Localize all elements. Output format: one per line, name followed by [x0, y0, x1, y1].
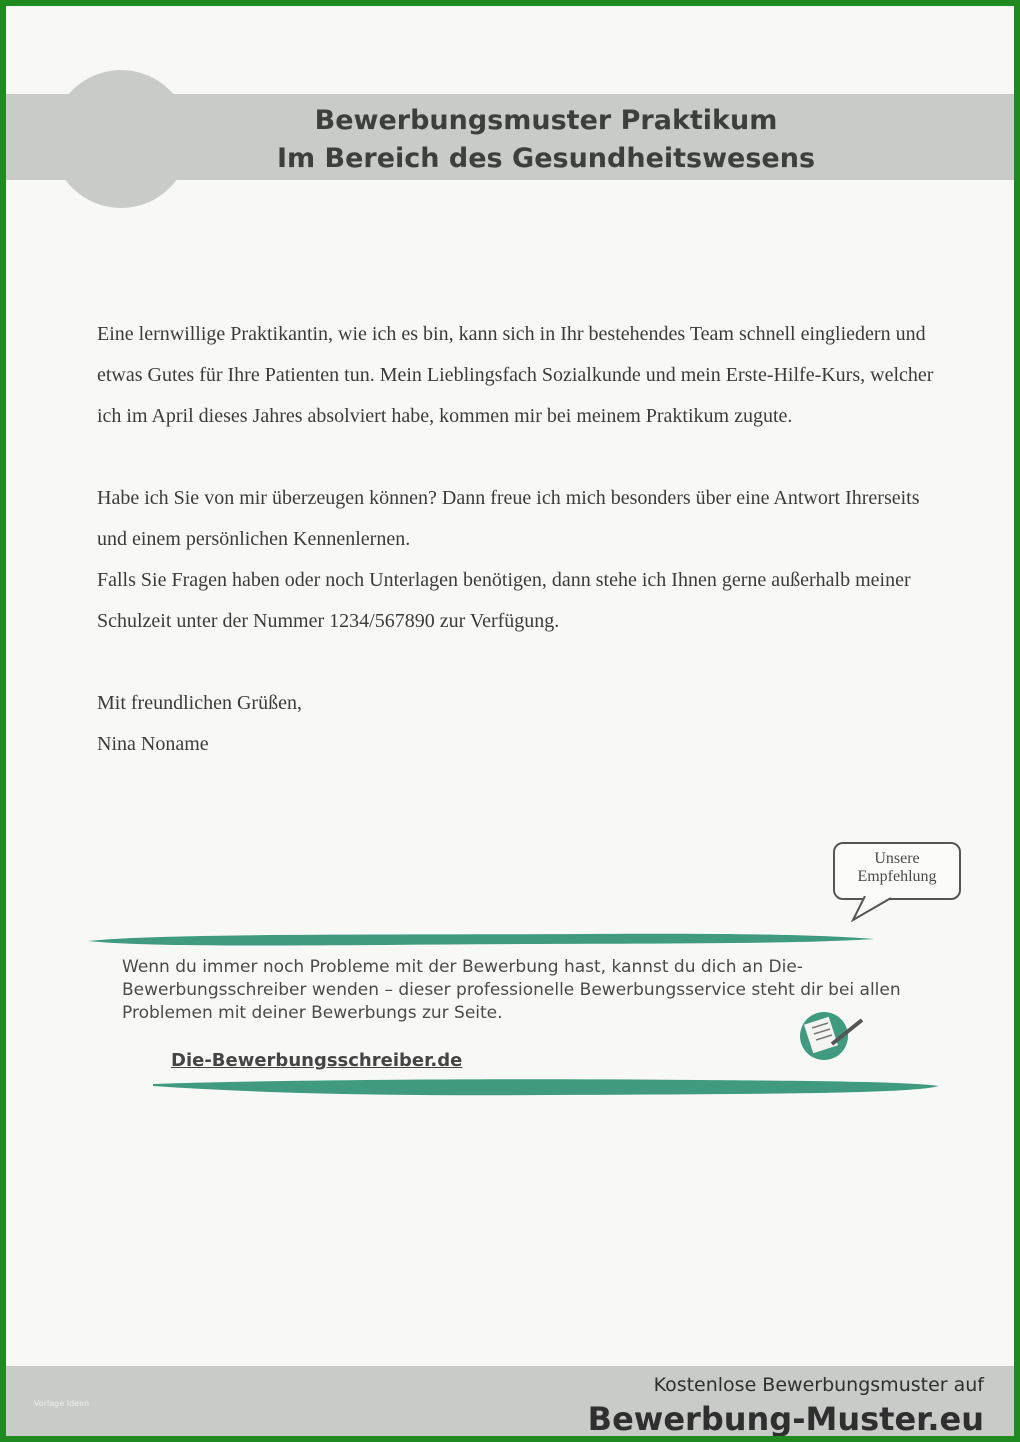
recommendation-link[interactable]: Die-Bewerbungsschreiber.de	[171, 1050, 463, 1071]
letter-closing: Mit freundlichen Grüßen,	[97, 692, 302, 714]
letter-paragraph-3: Falls Sie Fragen haben oder noch Unterlagen benötigen, dann stehe ich Ihnen gerne außerhalb meiner Schulzeit unter der Nummer 1234/567890 zur Verfügung.	[97, 569, 911, 632]
page-title	[176, 102, 916, 178]
document-pen-icon	[796, 1006, 866, 1062]
letter-signature: Nina Noname	[97, 733, 209, 755]
brush-stroke-top	[86, 929, 876, 949]
letter-paragraph-2: Habe ich Sie von mir überzeugen können? Dann freue ich mich besonders über eine Antwort Ihrerseits und einem persönlichen Kennenlernen.	[97, 487, 920, 550]
footer-tagline: Kostenlose Bewerbungsmuster auf	[653, 1374, 984, 1396]
footer-site-name[interactable]: Bewerbung-Muster.eu	[587, 1400, 984, 1438]
letter-body	[97, 314, 937, 765]
title-line-2: Im Bereich des Gesundheitswesens	[276, 143, 816, 174]
bubble-tail	[851, 896, 901, 922]
bubble-line-2: Empfehlung	[857, 868, 937, 885]
footer-small-text: Vorlage Ideen	[34, 1399, 90, 1408]
letter-paragraph-1: Eine lernwillige Praktikantin, wie ich es bin, kann sich in Ihr bestehendes Team schnell eingliedern und etwas Gutes für Ihre Patienten tun. Mein Lieblingsfach Sozialkunde und mein Erste-Hilfe-Kurs, welcher ich im April dieses Jahres absolviert habe, kommen mir bei meinem Praktikum zugute.	[97, 323, 934, 427]
recommendation-text: Wenn du immer noch Probleme mit der Bewerbung hast, kannst du dich an Die-Bewerbungsschreiber wenden – dieser professionelle Bewerbungsservice steht dir bei allen Problemen mit deiner Bewerbungs zur Seite.	[122, 957, 901, 1023]
brush-stroke-bottom	[151, 1074, 941, 1098]
recommendation-bubble	[833, 842, 961, 900]
bubble-line-1: Unsere	[874, 850, 920, 867]
title-line-1: Bewerbungsmuster Praktikum	[314, 105, 778, 136]
